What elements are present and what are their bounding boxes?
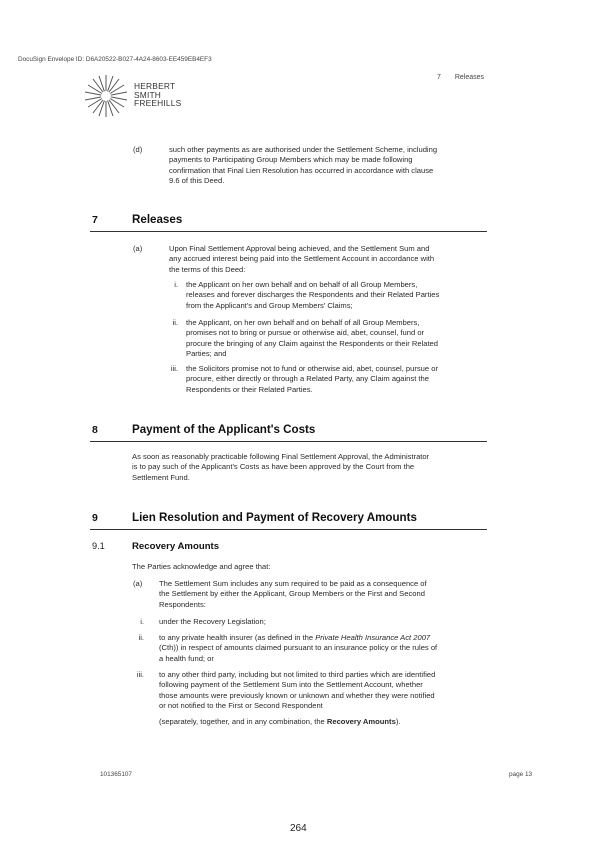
text-line: 9.6 of this Deed.: [169, 176, 225, 186]
text-line: the Settlement by either the Applicant, Group Members or the First and Second: [159, 589, 425, 599]
closing-text: [159, 717, 400, 727]
text-line: As soon as reasonably practicable following Final Settlement Approval, the Administrator: [132, 452, 430, 461]
envelope-id: DocuSign Envelope ID: D6A20522-B027-4A24-8603-EE459EB4EF3: [18, 56, 212, 63]
list-item: [186, 318, 516, 360]
list-item: under the Recovery Legislation;: [159, 617, 266, 626]
logo-line: HERBERT: [134, 81, 176, 91]
item-number: ii.: [138, 633, 144, 642]
text-line: [159, 633, 519, 643]
text-line: the Applicant, on her own behalf and on behalf of all Group Members,: [186, 318, 420, 327]
heading-rule: [90, 231, 487, 232]
item-number: iii.: [136, 670, 144, 679]
defined-term: Recovery Amounts: [326, 717, 396, 726]
document-reference: 101365107: [100, 771, 132, 778]
intro-text: The Parties acknowledge and agree that:: [132, 562, 271, 571]
clause-d-text: [169, 145, 519, 187]
text-line: a health fund; or: [159, 653, 214, 663]
list-item: [159, 670, 519, 712]
item-number: i.: [140, 617, 144, 626]
text-line: The Settlement Sum includes any sum required to be paid as a consequence of: [159, 579, 427, 588]
section-8-text: [132, 452, 512, 483]
text-line: Settlement Fund.: [132, 472, 190, 482]
text-line: procure, either directly or through a Related Party, any Claim against the: [186, 374, 429, 384]
clause-label: (d): [133, 145, 143, 154]
clause-label: (a): [133, 244, 143, 253]
text-run: to any private health insurer (as defined in the: [159, 633, 316, 642]
running-header-title: Releases: [454, 74, 484, 81]
text-line: any accrued interest being paid into the Settlement Account in accordance with: [169, 254, 435, 264]
clause-a-text: [169, 244, 519, 275]
logo-line: SMITH: [134, 89, 162, 100]
heading-rule: [90, 441, 487, 442]
text-line: releases and forever discharges the Respondents and their Related Parties: [186, 290, 440, 300]
text-line: to any other third party, including but not limited to third parties which are identified: [159, 670, 436, 679]
list-item: [186, 364, 516, 395]
list-item: [159, 633, 519, 664]
text-line: Upon Final Settlement Approval being achieved, and the Settlement Sum and: [169, 244, 430, 253]
act-title: Private Health Insurance Act 2007: [315, 633, 431, 642]
subsection-number: 9.1: [92, 541, 105, 551]
section-number: 7: [92, 214, 98, 226]
text-line: promises not to bring or pursue or otherwise aid, abet, counsel, fund or: [186, 328, 425, 338]
logo-line: FREEHILLS: [134, 98, 182, 109]
clause-a-text: [159, 579, 519, 610]
text-line: procure the bringing of any Claim against the Respondents or their Related: [186, 338, 439, 348]
section-number: 9: [92, 512, 98, 524]
clause-label: (a): [133, 579, 143, 588]
text-line: Parties; and: [186, 349, 227, 359]
running-header-number: 7: [437, 74, 441, 81]
text-line: Respondents:: [159, 599, 206, 609]
text-line: the Solicitors promise not to fund or otherwise aid, abet, counsel, pursue or: [186, 364, 438, 373]
text-line: (Cth)) in respect of amounts claimed pursuant to an insurance policy or the rules of: [159, 643, 438, 653]
text-line: or not notified to the First or Second Respondent: [159, 701, 323, 711]
section-heading: Payment of the Applicant's Costs: [132, 423, 316, 436]
section-heading: Releases: [132, 213, 183, 226]
item-number: i.: [174, 280, 178, 289]
page-number: 264: [290, 823, 307, 834]
text-line: such other payments as are authorised under the Settlement Scheme, including: [169, 145, 438, 154]
text-run: (separately, together, and in any combination, the: [159, 717, 327, 726]
page-label: page 13: [509, 771, 533, 778]
text-line: the terms of this Deed:: [169, 264, 246, 274]
logo-starburst-icon: [84, 74, 128, 118]
text-line: is to pay such of the Applicant's Costs as have been approved by the Court from the: [132, 462, 415, 472]
item-number: iii.: [170, 364, 178, 373]
running-header: [437, 74, 484, 81]
logo-wordmark: [134, 82, 181, 108]
text-line: payments to Participating Group Members which may be made following: [169, 155, 413, 165]
heading-rule: [90, 529, 487, 530]
subsection-heading: Recovery Amounts: [132, 541, 220, 552]
text-line: the Applicant on her own behalf and on behalf of all Group Members,: [186, 280, 418, 289]
text-run: ).: [395, 717, 401, 726]
section-heading: Lien Resolution and Payment of Recovery Amounts: [132, 511, 417, 524]
text-line: from the Applicant's and Group Members' Claims;: [186, 300, 353, 310]
text-line: following payment of the Settlement Sum into the Settlement Account, whether: [159, 680, 423, 690]
text-line: those amounts were previously known or unknown and whether they were notified: [159, 690, 435, 700]
section-number: 8: [92, 424, 98, 436]
list-item: [186, 280, 516, 311]
item-number: ii.: [172, 318, 178, 327]
text-line: Respondents or their Related Parties.: [186, 384, 313, 394]
text-line: confirmation that Final Lien Resolution has occurred in accordance with clause: [169, 165, 434, 175]
